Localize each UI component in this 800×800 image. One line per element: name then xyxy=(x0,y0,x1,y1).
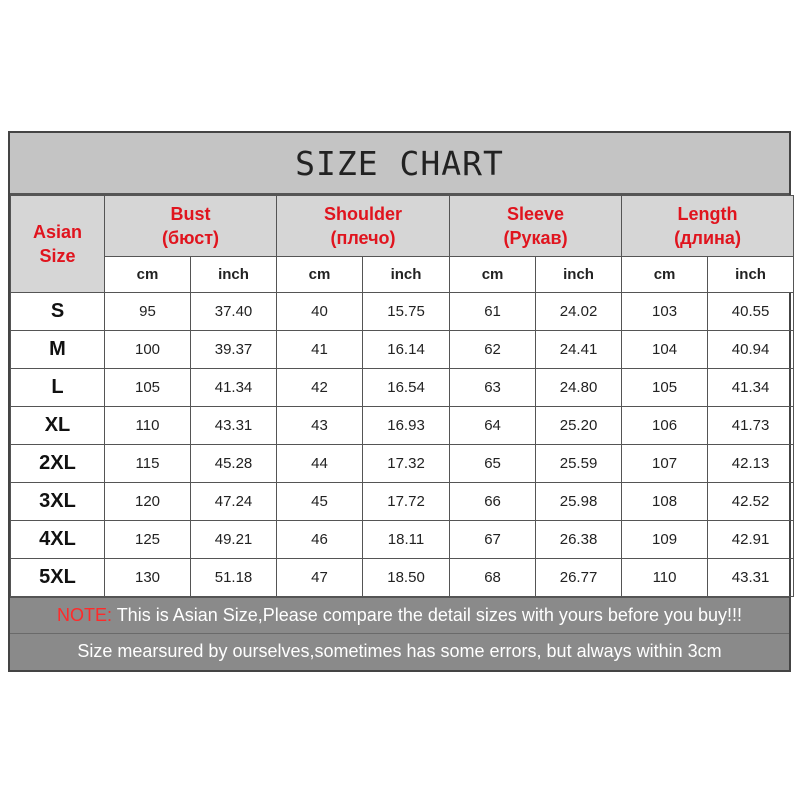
value-cell: 43.31 xyxy=(708,559,794,597)
sleeve-header xyxy=(450,196,622,257)
shoulder-label-ru: (плечо) xyxy=(330,228,396,248)
sleeve-label: Sleeve xyxy=(507,204,565,224)
value-cell: 16.93 xyxy=(363,407,450,445)
table-row xyxy=(11,369,794,407)
sleeve-label-ru: (Рукав) xyxy=(503,228,568,248)
size-cell: 5XL xyxy=(11,559,105,597)
measurement-note: Size mearsured by ourselves,sometimes has some errors, but always within 3cm xyxy=(10,633,789,670)
value-cell: 45 xyxy=(277,483,363,521)
value-cell: 42.91 xyxy=(708,521,794,559)
value-cell: 41 xyxy=(277,331,363,369)
value-cell: 108 xyxy=(622,483,708,521)
unit-cm: cm xyxy=(277,257,363,293)
value-cell: 43 xyxy=(277,407,363,445)
value-cell: 109 xyxy=(622,521,708,559)
value-cell: 62 xyxy=(450,331,536,369)
value-cell: 16.54 xyxy=(363,369,450,407)
value-cell: 49.21 xyxy=(191,521,277,559)
value-cell: 16.14 xyxy=(363,331,450,369)
value-cell: 65 xyxy=(450,445,536,483)
value-cell: 66 xyxy=(450,483,536,521)
value-cell: 105 xyxy=(105,369,191,407)
value-cell: 44 xyxy=(277,445,363,483)
size-cell: M xyxy=(11,331,105,369)
value-cell: 51.18 xyxy=(191,559,277,597)
table-row xyxy=(11,483,794,521)
value-cell: 110 xyxy=(105,407,191,445)
value-cell: 40.55 xyxy=(708,293,794,331)
value-cell: 104 xyxy=(622,331,708,369)
shoulder-header xyxy=(277,196,450,257)
unit-inch: inch xyxy=(536,257,622,293)
bust-label: Bust xyxy=(170,204,211,224)
value-cell: 120 xyxy=(105,483,191,521)
value-cell: 26.77 xyxy=(536,559,622,597)
table-row xyxy=(11,445,794,483)
value-cell: 67 xyxy=(450,521,536,559)
table-row xyxy=(11,293,794,331)
value-cell: 18.11 xyxy=(363,521,450,559)
length-label-ru: (длина) xyxy=(674,228,741,248)
value-cell: 39.37 xyxy=(191,331,277,369)
length-header xyxy=(622,196,794,257)
note-text: This is Asian Size,Please compare the detail sizes with yours before you buy!!! xyxy=(112,605,742,625)
value-cell: 45.28 xyxy=(191,445,277,483)
value-cell: 107 xyxy=(622,445,708,483)
value-cell: 24.41 xyxy=(536,331,622,369)
value-cell: 64 xyxy=(450,407,536,445)
size-cell: 2XL xyxy=(11,445,105,483)
size-chart xyxy=(8,131,791,672)
unit-cm: cm xyxy=(622,257,708,293)
value-cell: 15.75 xyxy=(363,293,450,331)
unit-row xyxy=(11,257,794,293)
value-cell: 25.59 xyxy=(536,445,622,483)
value-cell: 18.50 xyxy=(363,559,450,597)
table-row xyxy=(11,521,794,559)
value-cell: 37.40 xyxy=(191,293,277,331)
value-cell: 105 xyxy=(622,369,708,407)
value-cell: 130 xyxy=(105,559,191,597)
value-cell: 25.20 xyxy=(536,407,622,445)
note-line xyxy=(10,597,789,633)
length-label: Length xyxy=(677,204,738,224)
value-cell: 100 xyxy=(105,331,191,369)
value-cell: 17.72 xyxy=(363,483,450,521)
value-cell: 42 xyxy=(277,369,363,407)
value-cell: 125 xyxy=(105,521,191,559)
asian-size-line1: Asian xyxy=(32,222,83,242)
unit-inch: inch xyxy=(708,257,794,293)
value-cell: 17.32 xyxy=(363,445,450,483)
asian-size-header xyxy=(11,196,105,293)
table-row xyxy=(11,407,794,445)
unit-cm: cm xyxy=(450,257,536,293)
size-cell: 4XL xyxy=(11,521,105,559)
value-cell: 42.13 xyxy=(708,445,794,483)
unit-cm: cm xyxy=(105,257,191,293)
value-cell: 63 xyxy=(450,369,536,407)
unit-inch: inch xyxy=(363,257,450,293)
value-cell: 115 xyxy=(105,445,191,483)
bust-label-ru: (бюст) xyxy=(161,228,220,248)
chart-title: SIZE CHART xyxy=(10,133,789,195)
value-cell: 24.80 xyxy=(536,369,622,407)
size-table-body xyxy=(11,293,794,597)
size-cell: S xyxy=(11,293,105,331)
table-row xyxy=(11,559,794,597)
value-cell: 110 xyxy=(622,559,708,597)
value-cell: 41.34 xyxy=(708,369,794,407)
table-row xyxy=(11,331,794,369)
value-cell: 46 xyxy=(277,521,363,559)
bust-header xyxy=(105,196,277,257)
value-cell: 25.98 xyxy=(536,483,622,521)
value-cell: 47 xyxy=(277,559,363,597)
value-cell: 68 xyxy=(450,559,536,597)
size-cell: L xyxy=(11,369,105,407)
header-row xyxy=(11,196,794,257)
size-cell: XL xyxy=(11,407,105,445)
value-cell: 103 xyxy=(622,293,708,331)
value-cell: 24.02 xyxy=(536,293,622,331)
shoulder-label: Shoulder xyxy=(324,204,403,224)
asian-size-line2: Size xyxy=(39,246,76,266)
value-cell: 95 xyxy=(105,293,191,331)
unit-inch: inch xyxy=(191,257,277,293)
size-table xyxy=(10,195,794,597)
note-label: NOTE: xyxy=(57,605,113,625)
value-cell: 40 xyxy=(277,293,363,331)
value-cell: 61 xyxy=(450,293,536,331)
value-cell: 42.52 xyxy=(708,483,794,521)
size-cell: 3XL xyxy=(11,483,105,521)
value-cell: 40.94 xyxy=(708,331,794,369)
value-cell: 41.34 xyxy=(191,369,277,407)
value-cell: 43.31 xyxy=(191,407,277,445)
value-cell: 106 xyxy=(622,407,708,445)
value-cell: 41.73 xyxy=(708,407,794,445)
value-cell: 26.38 xyxy=(536,521,622,559)
value-cell: 47.24 xyxy=(191,483,277,521)
